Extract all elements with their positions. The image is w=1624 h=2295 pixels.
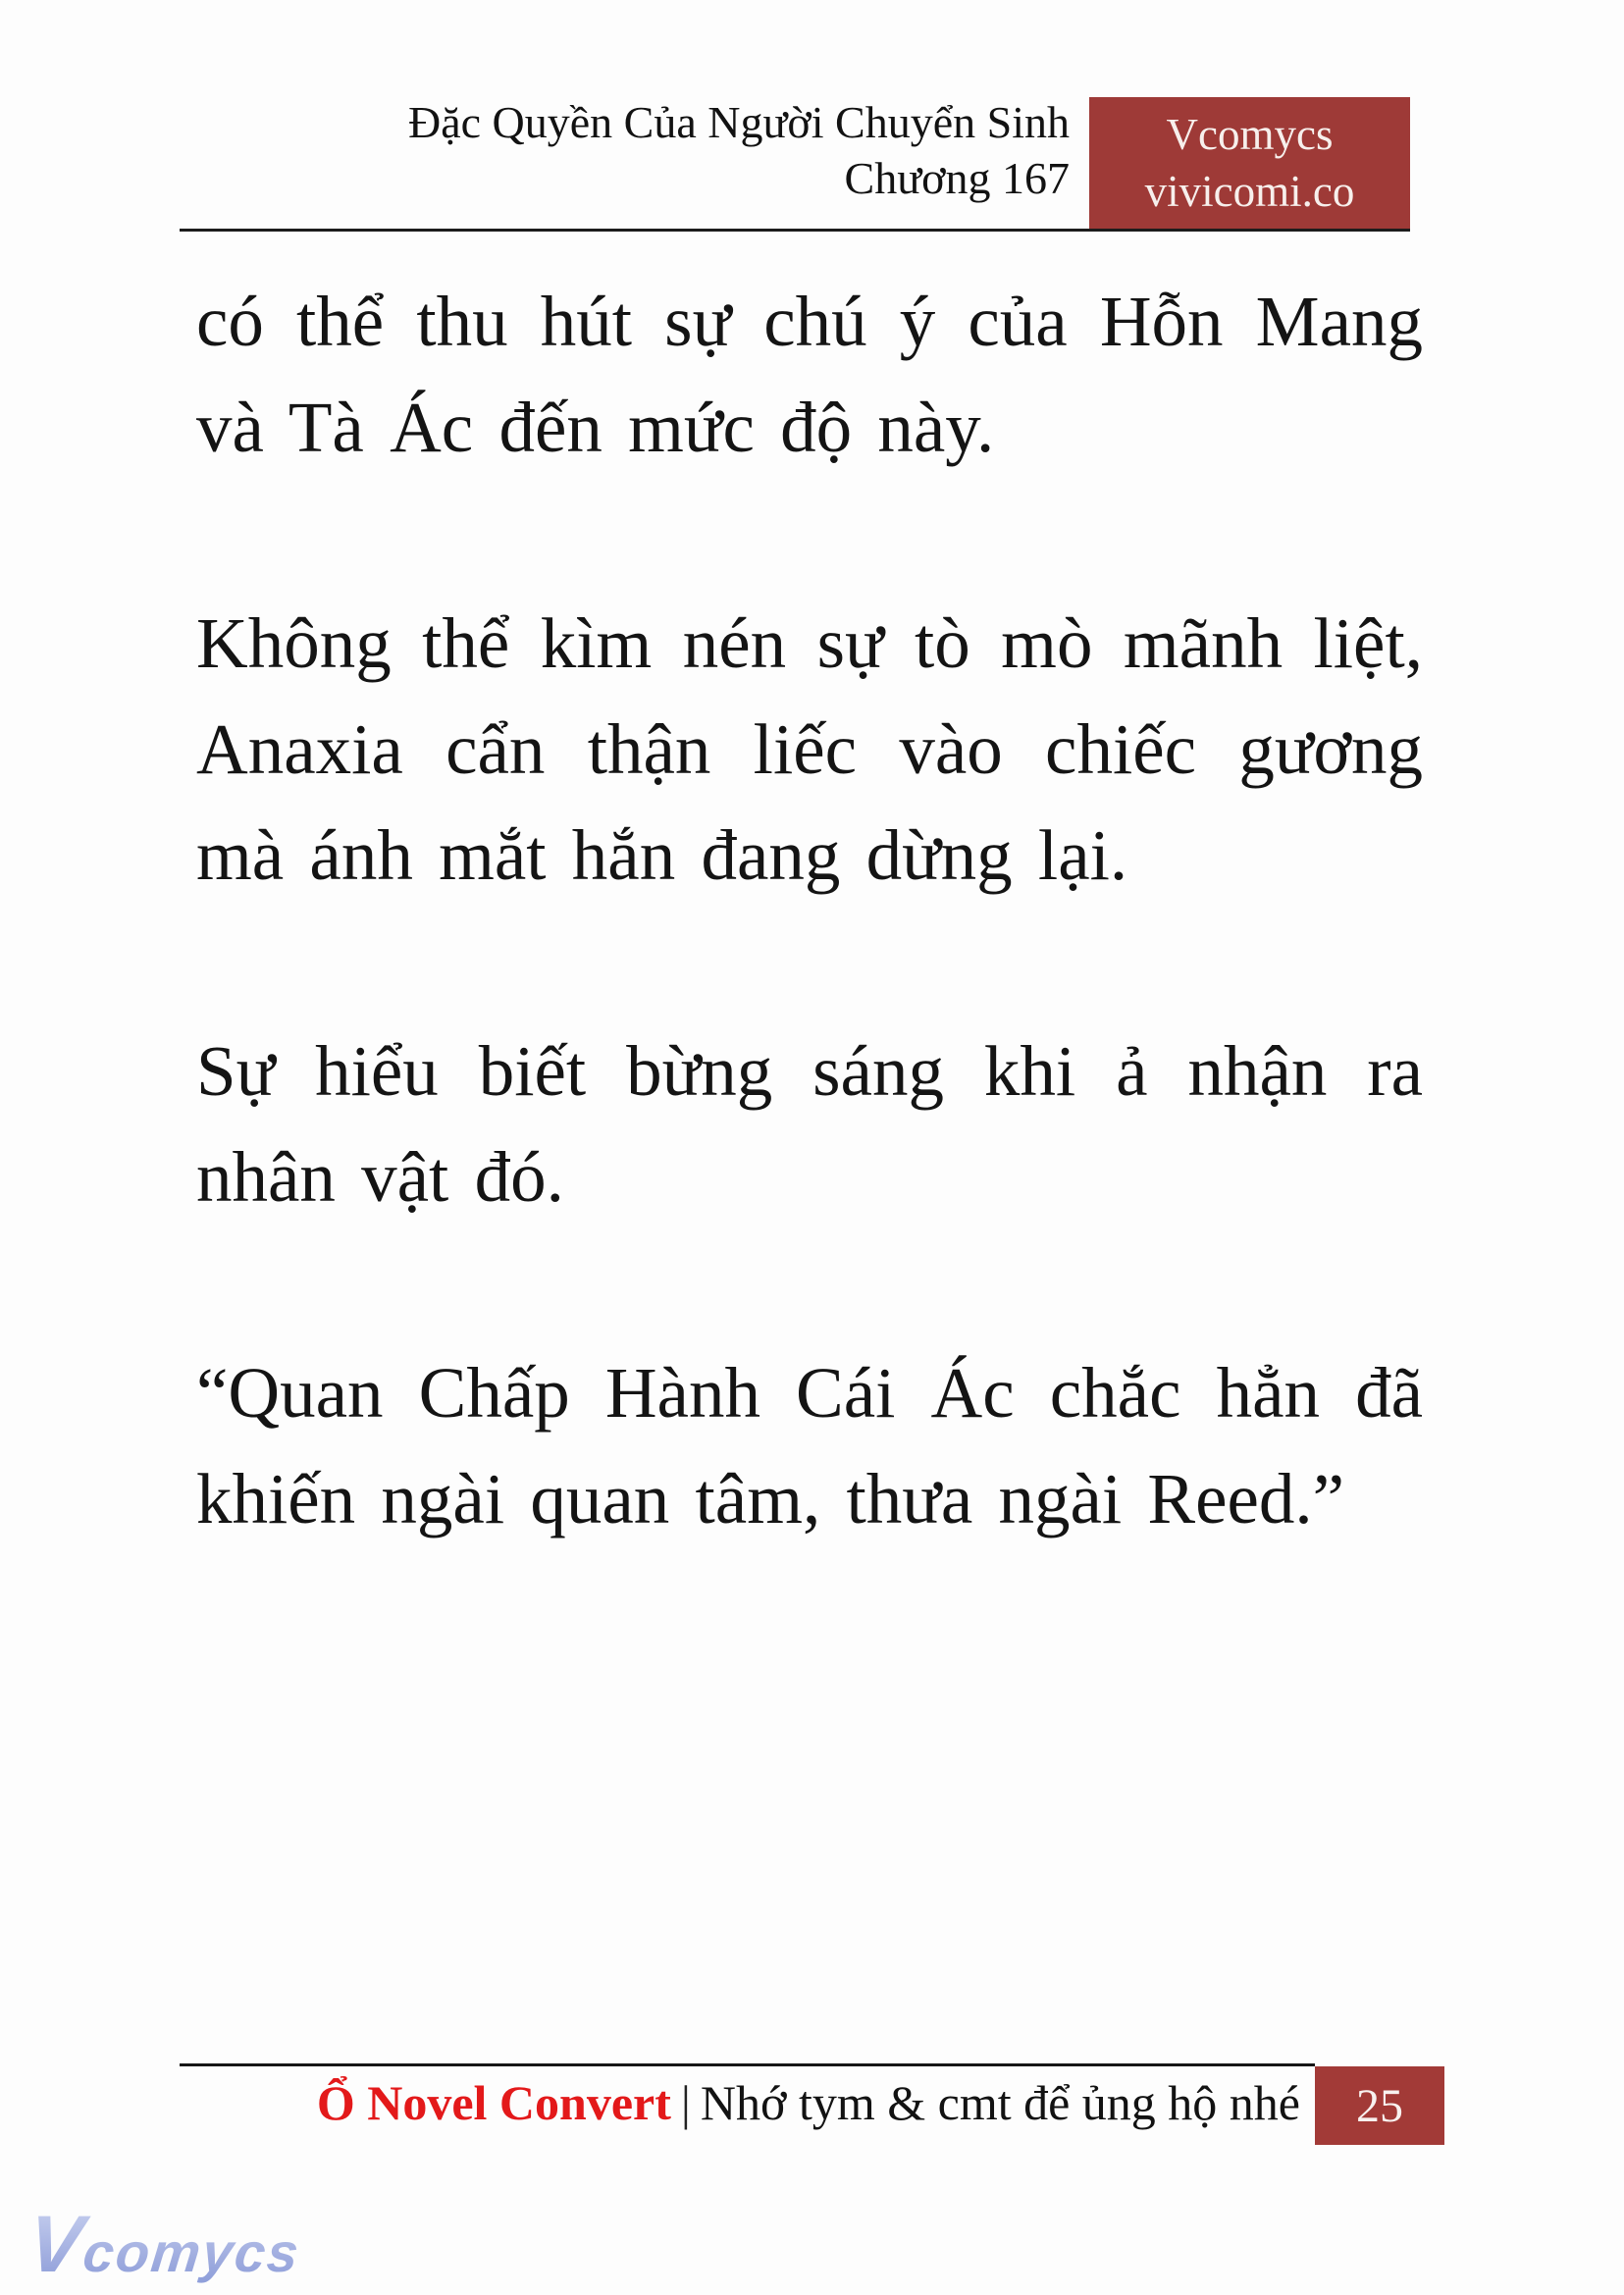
- chapter-number: Chương 167: [844, 153, 1070, 203]
- site-badge-url: vivicomi.co: [1144, 167, 1355, 216]
- chapter-header: [408, 94, 1070, 206]
- site-badge-name: Vcomycs: [1166, 110, 1334, 159]
- paragraph: “Quan Chấp Hành Cái Ác chắc hẳn đã khiến ngài quan tâm, thưa ngài Reed.”: [196, 1353, 1423, 1539]
- vcomycs-logo-initial: V: [24, 2200, 89, 2289]
- site-badge: [1089, 97, 1410, 229]
- paragraph: có thể thu hút sự chú ý của Hỗn Mang và Tà Ác đến mức độ này.: [196, 282, 1423, 467]
- footer-note: Nhớ tym & cmt để ủng hộ nhé: [700, 2075, 1300, 2130]
- page-number: 25: [1356, 2079, 1403, 2132]
- footer-credit: [317, 2072, 1300, 2133]
- novel-title: Đặc Quyền Của Người Chuyển Sinh: [407, 97, 1070, 147]
- header-divider: [180, 229, 1410, 232]
- vcomycs-logo-rest: comycs: [79, 2221, 304, 2283]
- footer-brand: Ổ Novel Convert: [316, 2075, 671, 2130]
- story-text: [196, 269, 1423, 1552]
- paragraph: Không thể kìm nén sự tò mò mãnh liệt, Anaxia cẩn thận liếc vào chiếc gương mà ánh mắt hắn đang dừng lại.: [196, 603, 1423, 895]
- page-number-badge: [1315, 2066, 1444, 2145]
- paragraph: Sự hiểu biết bừng sáng khi ả nhận ra nhân vật đó.: [196, 1031, 1423, 1217]
- footer-separator: |: [680, 2075, 691, 2130]
- vcomycs-logo: [23, 2200, 305, 2295]
- footer-divider: [180, 2063, 1315, 2066]
